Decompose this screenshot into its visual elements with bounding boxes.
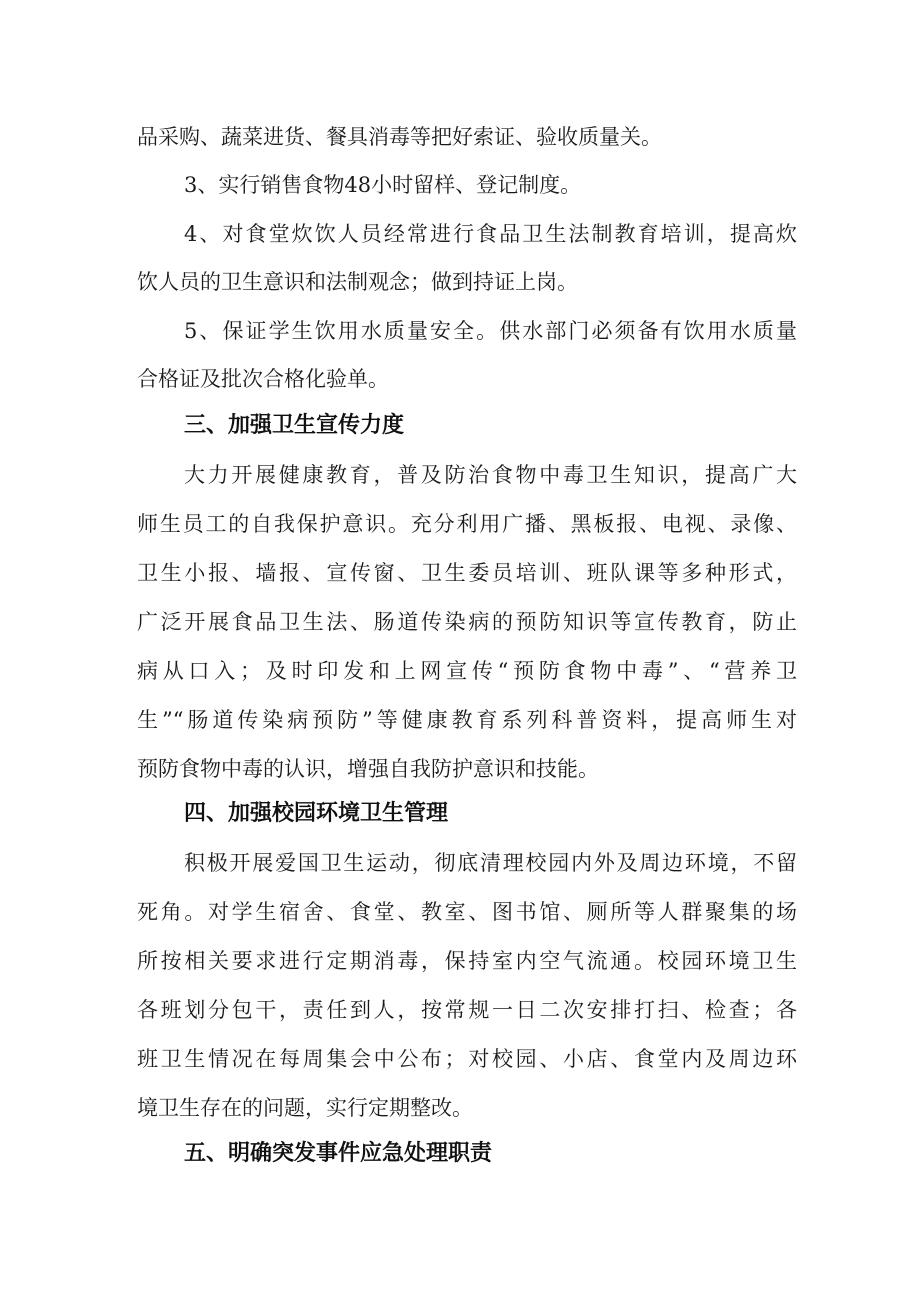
paragraph-line: 3、实行销售食物48小时留样、登记制度。 (184, 173, 582, 197)
paragraph-line: 积极开展爱国卫生运动，彻底清理校园内外及周边环境，不留 (184, 851, 797, 875)
section-heading: 四、加强校园环境卫生管理 (184, 801, 449, 826)
paragraph-line: 5、保证学生饮用水质量安全。供水部门必须备有饮用水质量 (184, 319, 797, 343)
paragraph-line: 合格证及批次合格化验单。 (137, 367, 389, 391)
paragraph-line: 师生员工的自我保护意识。充分利用广播、黑板报、电视、录像、 (137, 512, 797, 536)
paragraph-line: 广泛开展食品卫生法、肠道传染病的预防知识等宣传教育，防止 (137, 610, 797, 634)
paragraph-line: 生”“肠道传染病预防”等健康教育系列科普资料，提高师生对 (137, 708, 797, 732)
paragraph-line: 班卫生情况在每周集会中公布；对校园、小店、食堂内及周边环 (137, 1047, 797, 1071)
paragraph-line: 病从口入；及时印发和上网宣传“预防食物中毒”、“营养卫 (137, 659, 797, 683)
paragraph-line: 预防食物中毒的认识，增强自我防护意识和技能。 (137, 757, 599, 781)
section-heading: 三、加强卫生宣传力度 (184, 413, 405, 438)
paragraph-line: 所按相关要求进行定期消毒，保持室内空气流通。校园环境卫生 (137, 949, 797, 973)
paragraph-line: 4、对食堂炊饮人员经常进行食品卫生法制教育培训，提高炊 (184, 222, 797, 246)
paragraph-line: 卫生小报、墙报、宣传窗、卫生委员培训、班队课等多种形式， (137, 561, 797, 585)
paragraph-line: 大力开展健康教育，普及防治食物中毒卫生知识，提高广大 (184, 463, 797, 487)
paragraph-line: 品采购、蔬菜进货、餐具消毒等把好索证、验收质量关。 (137, 125, 662, 149)
paragraph-line: 各班划分包干，责任到人，按常规一日二次安排打扫、检查；各 (137, 998, 797, 1022)
section-heading: 五、明确突发事件应急处理职责 (184, 1141, 493, 1166)
paragraph-line: 饮人员的卫生意识和法制观念；做到持证上岗。 (137, 270, 578, 294)
paragraph-line: 死角。对学生宿舍、食堂、教室、图书馆、厕所等人群聚集的场 (137, 900, 797, 924)
paragraph-line: 境卫生存在的问题，实行定期整改。 (137, 1096, 473, 1120)
